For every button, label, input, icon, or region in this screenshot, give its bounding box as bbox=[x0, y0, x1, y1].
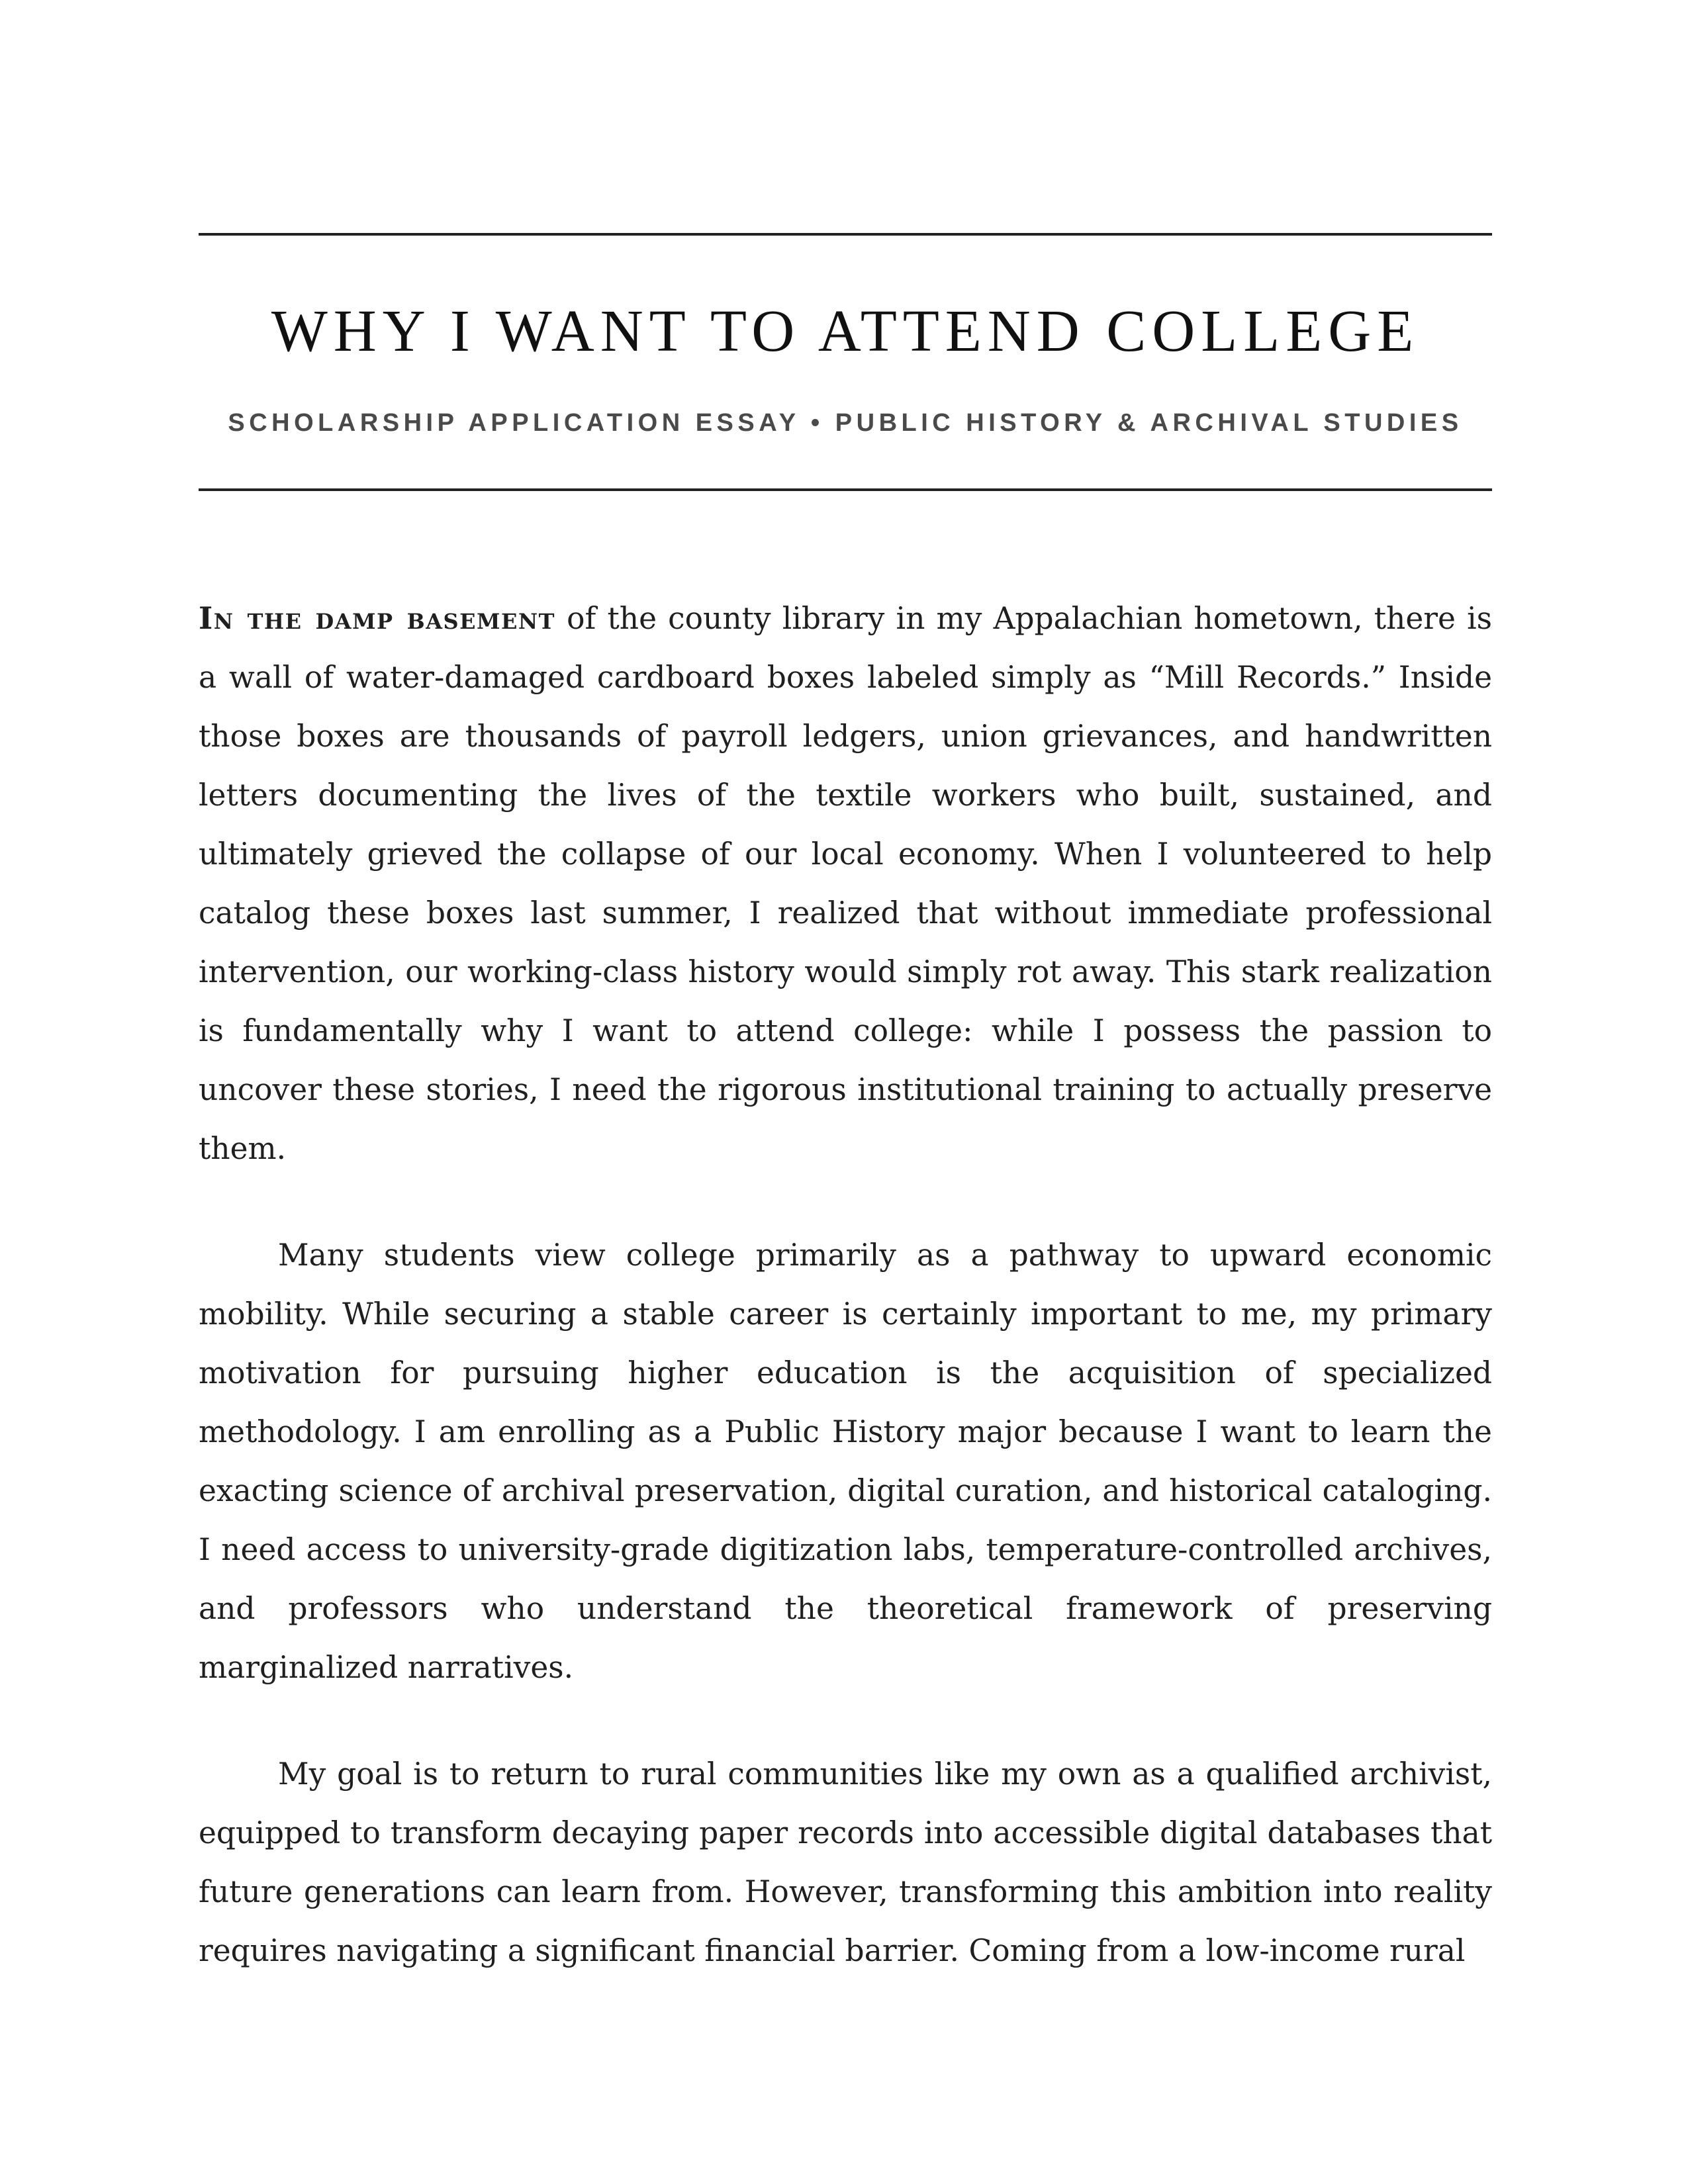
paragraph-2: Many students view college primarily as a pathway to upward economic mobility. While securing a stable career is certainly important to me, my primary motivation for pursuing higher education is the acquisition of specialized methodology. I am enrolling as a Public History major because I want to learn the exacting science of archival preservation, digital curation, and historical cataloging. I need access to university-grade digitization labs, temperature-controlled archives, and professors who understand the theoretical framework of preserving marginalized narratives. bbox=[199, 1238, 1492, 1685]
essay-title: WHY I WANT TO ATTEND COLLEGE bbox=[271, 298, 1420, 364]
essay-body bbox=[199, 589, 1492, 1980]
bottom-divider bbox=[199, 488, 1492, 491]
paragraph-1-text: of the county library in my Appalachian hometown, there is a wall of water-damaged cardboard boxes labeled simply as “Mill Records.” Inside those boxes are thousands of payroll ledgers, union grievances, and handwritten letters documenting the lives of the textile workers who built, sustained, and ultimately grieved the collapse of our local economy. When I volunteered to help catalog these boxes last summer, I realized that without immediate professional intervention, our working-class history would simply rot away. This stark realization is fundamentally why I want to attend college: while I possess the passion to uncover these stories, I need the rigorous institutional training to actually preserve them. bbox=[199, 601, 1493, 1166]
paragraph-1 bbox=[199, 589, 1492, 1178]
paragraph-3: My goal is to return to rural communities like my own as a qualified archivist, equipped to transform decaying paper records into accessible digital databases that future generations can learn from. However, transforming this ambition into reality requires navigating a significant financial barrier. Coming from a low-income rural bbox=[199, 1756, 1492, 1968]
essay-subtitle: SCHOLARSHIP APPLICATION ESSAY • PUBLIC HISTORY & ARCHIVAL STUDIES bbox=[228, 409, 1463, 437]
essay-page bbox=[199, 233, 1492, 2028]
paragraph-lead-in: In the damp basement bbox=[199, 600, 555, 636]
